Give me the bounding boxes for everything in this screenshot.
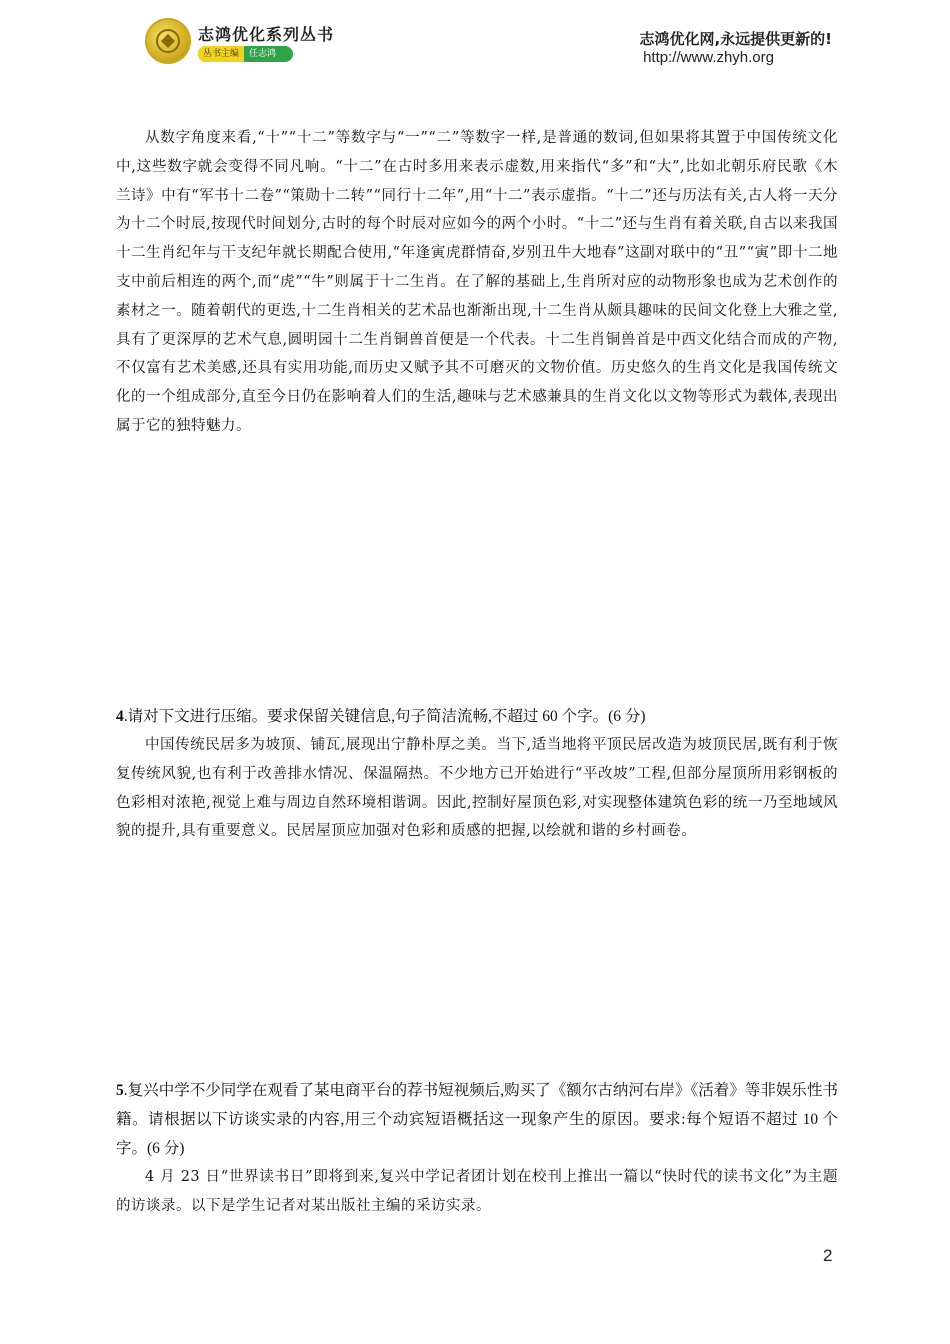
site-slogan: 志鸿优化网,永远提供更新的!	[639, 30, 832, 48]
editor-name: 任志鸿	[249, 49, 277, 59]
question-4-number: 4	[116, 708, 124, 725]
question-5-number: 5	[116, 1082, 124, 1099]
question-5-prompt: .复兴中学不少同学在观看了某电商平台的荐书短视频后,购买了《额尔古纳河右岸》《活着》等非娱乐性书籍。请根据以下访谈实录的内容,用三个动宾短语概括这一现象产生的原因。要求:每个短语不超过 10 个字。(6 分)	[116, 1082, 838, 1157]
editor-badge	[198, 46, 293, 62]
question-4-stem	[116, 702, 838, 731]
series-title: 志鸿优化系列丛书	[198, 25, 335, 44]
page-header	[0, 0, 950, 80]
editor-label: 丛书主编	[198, 46, 244, 62]
site-url: http://www.zhyh.org	[643, 49, 774, 66]
question-4-material: 中国传统民居多为坡顶、铺瓦,展现出宁静朴厚之美。当下,适当地将平顶民居改造为坡顶民居,既有利于恢复传统风貌,也有利于改善排水情况、保温隔热。不少地方已开始进行“平改坡”工程,但部分屋顶所用彩钢板的色彩相对浓艳,视觉上难与周边自然环境相谐调。因此,控制好屋顶色彩,对实现整体建筑色彩的统一乃至地域风貌的提升,具有重要意义。民居屋顶应加强对色彩和质感的把握,以绘就和谐的乡村画卷。	[116, 737, 838, 840]
question-4	[116, 702, 838, 846]
question-5-material: 4 月 23 日“世界读书日”即将到来,复兴中学记者团计划在校刊上推出一篇以“快时代的读书文化”为主题的访谈录。以下是学生记者对某出版社主编的采访实录。	[116, 1169, 838, 1214]
seal-logo-inner	[156, 29, 180, 53]
passage-paragraph: 从数字角度来看,“十”“十二”等数字与“一”“二”等数字一样,是普通的数词,但如果将其置于中国传统文化中,这些数字就会变得不同凡响。“十二”在古时多用来表示虚数,用来指代“多”和“大”,比如北朝乐府民歌《木兰诗》中有“军书十二卷”“策勋十二转”“同行十二年”,用“十二”表示虚指。“十二”还与历法有关,古人将一天分为十二个时辰,按现代时间划分,古时的每个时辰对应如今的两个小时。“十二”还与生肖有着关联,自古以来我国十二生肖纪年与干支纪年就长期配合使用,“年逢寅虎群情奋,岁别丑牛大地春”这副对联中的“丑”“寅”即十二地支中前后相连的两个,而“虎”“牛”则属于十二生肖。在了解的基础上,生肖所对应的动物形象也成为艺术创作的素材之一。随着朝代的更迭,十二生肖相关的艺术品也渐渐出现,十二生肖从颇具趣味的民间文化登上大雅之堂,具有了更深厚的艺术气息,圆明园十二生肖铜兽首便是一个代表。十二生肖铜兽首是中西文化结合而成的产物,不仅富有艺术美感,还具有实用功能,而历史又赋予其不可磨灭的文物价值。历史悠久的生肖文化是我国传统文化的一个组成部分,直至今日仍在影响着人们的生活,趣味与艺术感兼具的生肖文化以文物等形式为载体,表现出属于它的独特魅力。	[116, 130, 838, 434]
page-number: 2	[823, 1246, 833, 1265]
question-4-prompt: .请对下文进行压缩。要求保留关键信息,句子简洁流畅,不超过 60 个字。(6 分)	[123, 708, 646, 725]
seal-logo-icon	[145, 18, 191, 64]
question-5-stem	[116, 1076, 838, 1163]
reading-passage	[116, 124, 838, 441]
question-5	[116, 1076, 838, 1221]
